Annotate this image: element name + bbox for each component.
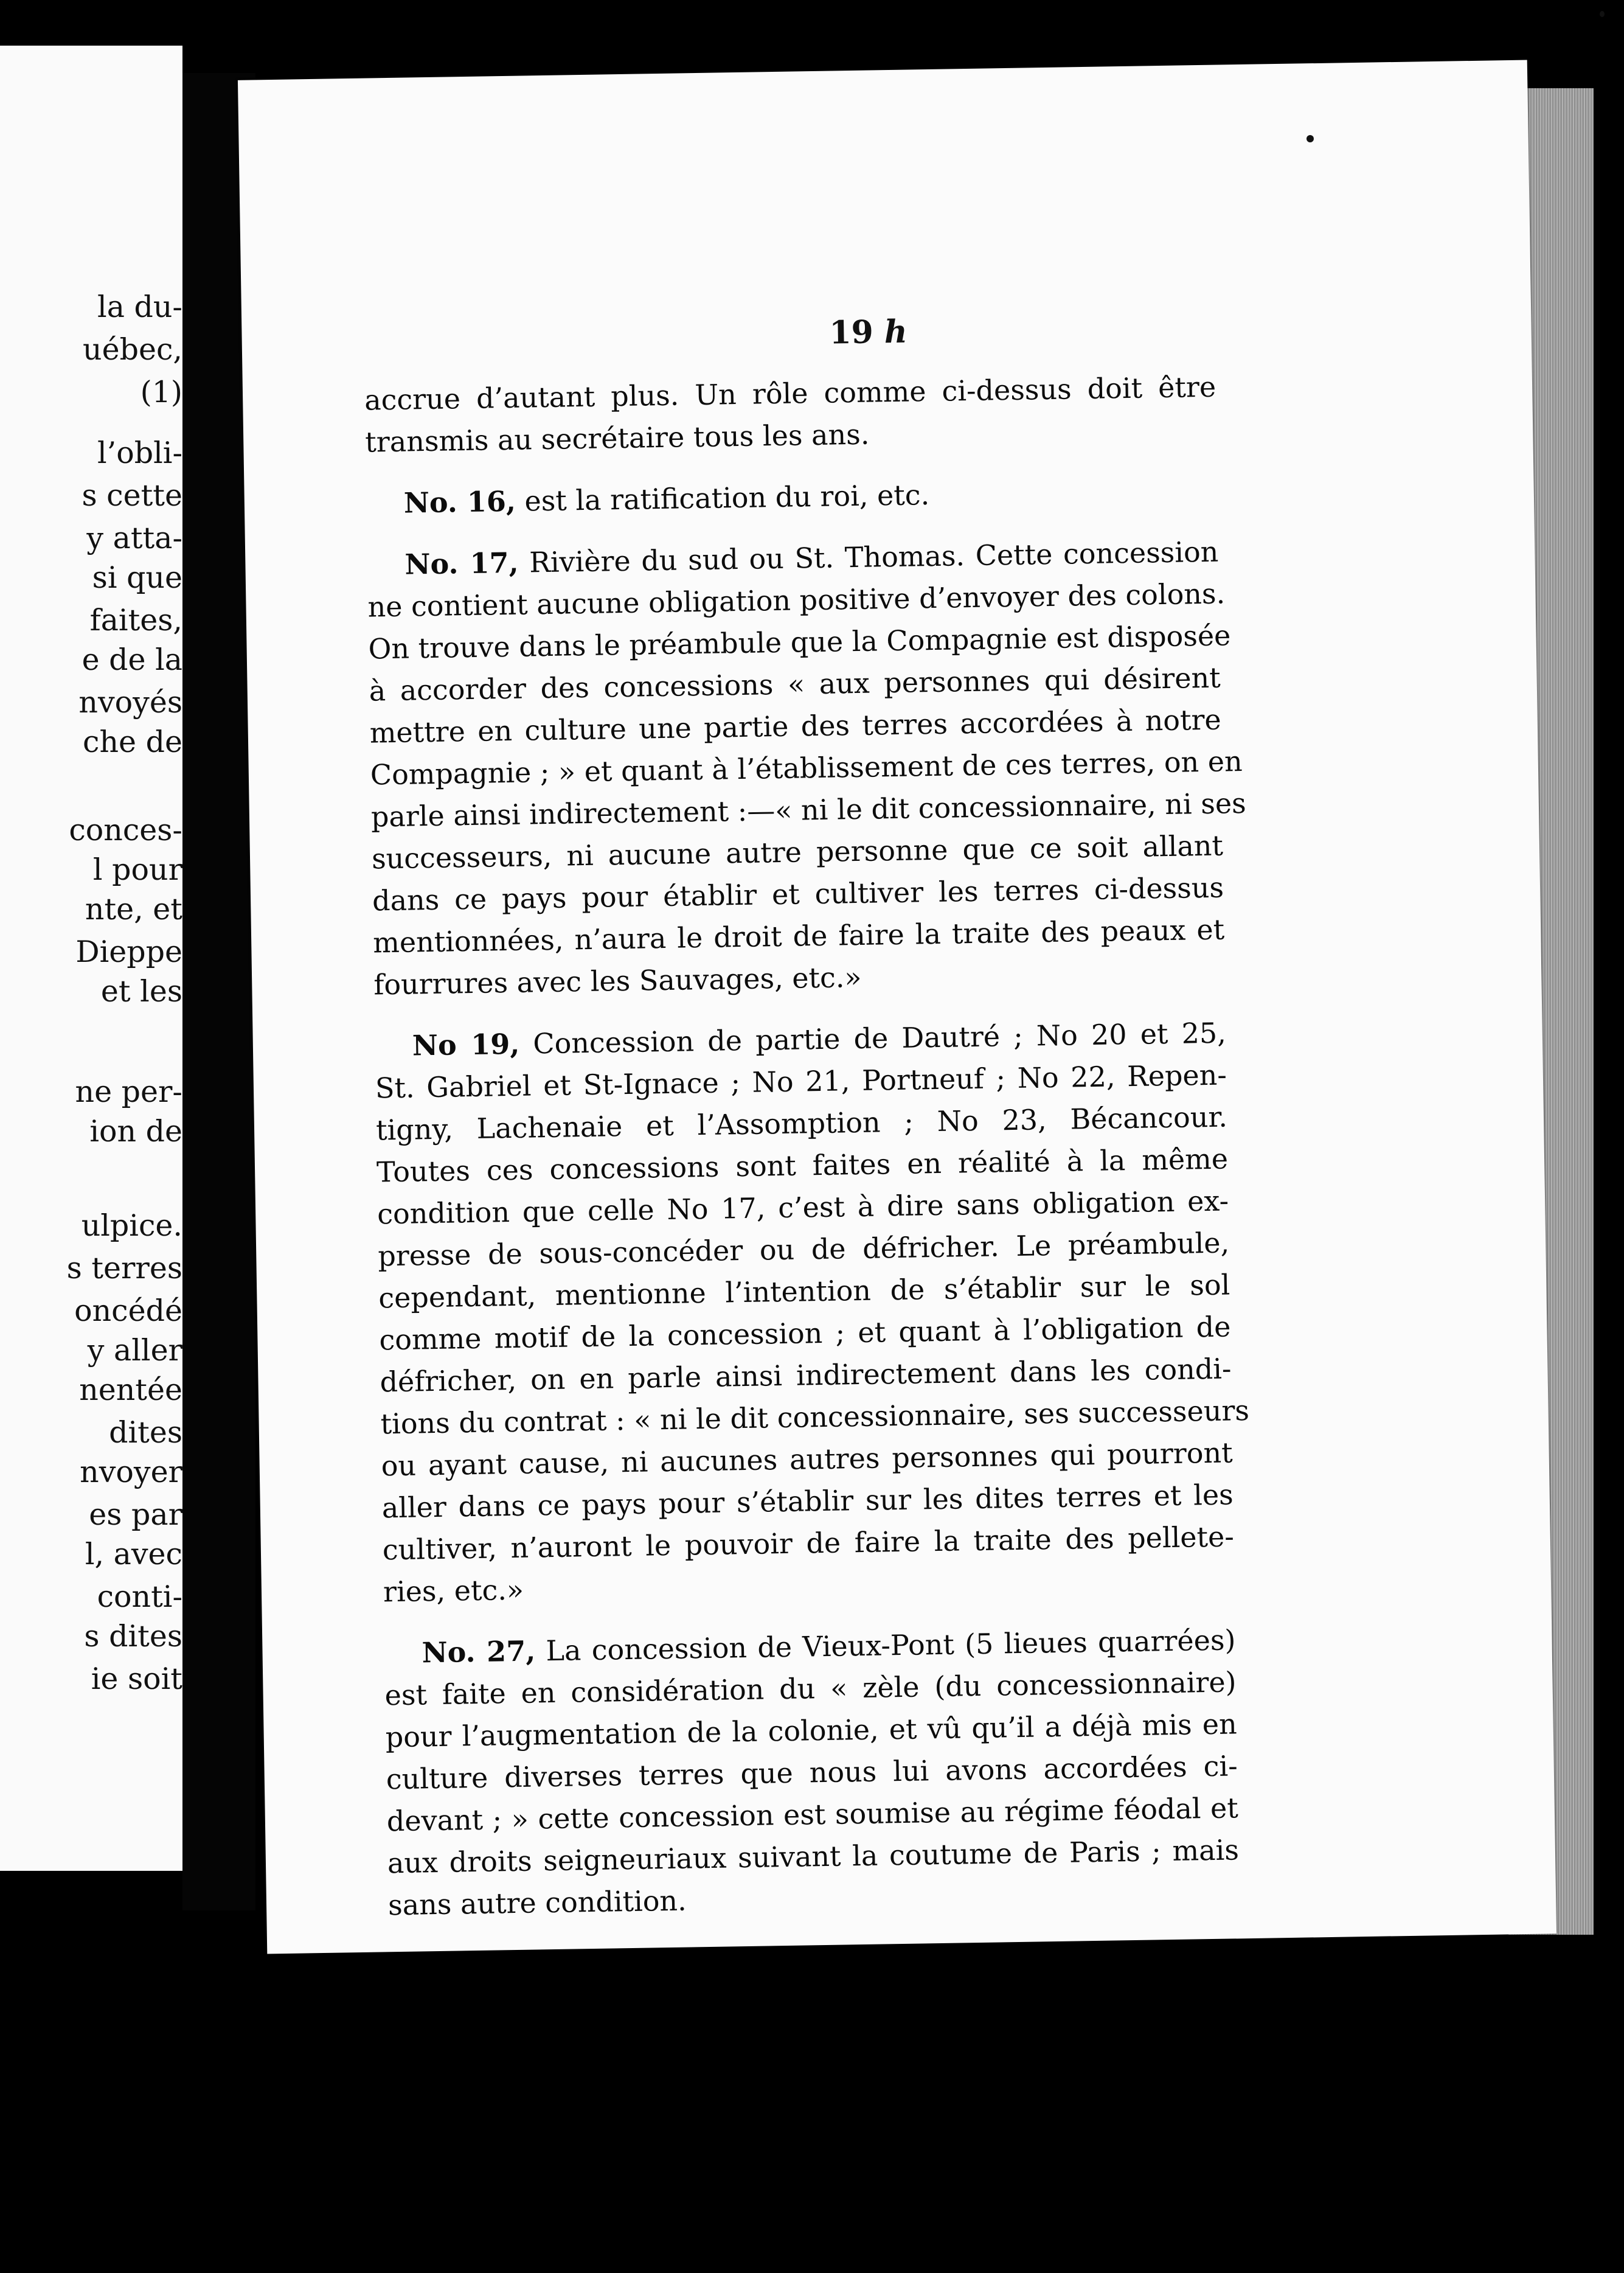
left-page-line: uébec, <box>83 332 182 367</box>
left-facing-page <box>0 46 182 1871</box>
left-page-line: che de <box>83 725 182 759</box>
left-page-line: nvoyés <box>78 685 182 720</box>
left-page-line: si que <box>92 560 182 595</box>
left-page-line: ion de <box>89 1114 182 1149</box>
line-text: parle ainsi indirectement :—« ni le dit concessionnaire, ni ses <box>370 786 1247 834</box>
line-text: cultiver, n’auront le pouvoir de faire la traite des pellete- <box>382 1520 1235 1567</box>
line-text: transmis au secrétaire tous les ans. <box>364 417 870 459</box>
line-text: comme motif de la concession ; et quant à l’obligation de <box>379 1310 1231 1357</box>
ink-spot <box>1306 135 1314 142</box>
left-page-line: y atta- <box>86 521 182 555</box>
paragraph <box>366 470 1218 525</box>
line-text: fourrures avec les Sauvages, etc.» <box>373 960 862 1001</box>
paragraph-lead: No 19, <box>412 1027 520 1062</box>
line-text: successeurs, ni aucune autre personne que ce soit allant <box>371 829 1224 875</box>
line-text: aller dans ce pays pour s’établir sur les dites terres et les <box>381 1478 1234 1525</box>
line-text: tions du contrat : « ni le dit concessionnaire, ses successeurs <box>380 1393 1250 1441</box>
line-text: défricher, on en parle ainsi indirectement dans les condi- <box>380 1352 1232 1399</box>
line-text: Compagnie ; » et quant à l’établissement de ces terres, on en <box>370 745 1243 792</box>
left-page-line: conti- <box>97 1579 182 1614</box>
left-page-line: Dieppe <box>75 935 182 969</box>
line-text: pour l’augmentation de la colonie, et vû qu’il a déjà mis en <box>385 1707 1238 1754</box>
left-page-line: es par <box>89 1497 182 1532</box>
left-page-line: l pour <box>92 852 182 887</box>
left-page-line: s dites <box>84 1619 182 1654</box>
paragraph <box>384 1619 1240 1926</box>
line-text: culture diverses terres que nous lui avons accordées ci- <box>386 1749 1238 1796</box>
right-page <box>238 60 1556 1954</box>
left-page-line: e de la <box>82 642 182 677</box>
line-text: cependant, mentionne l’intention de s’établir sur le sol <box>378 1268 1230 1315</box>
line-text: Concession de partie de Dautré ; No 20 et 25, <box>519 1016 1227 1060</box>
paragraph-lead: No. 27, <box>422 1634 536 1669</box>
line-text: tigny, Lachenaie et l’Assomption ; No 23, Bécancour. <box>375 1100 1228 1147</box>
line-text: Toutes ces concessions sont faites en réalité à la même <box>376 1142 1229 1189</box>
left-page-line: nentée <box>79 1373 182 1407</box>
line-text: à accorder des concessions « aux personnes qui désirent <box>369 661 1221 708</box>
left-page-line: oncédé <box>74 1293 182 1328</box>
ink-spot <box>1600 11 1605 17</box>
left-page-line: ie soit <box>91 1662 182 1696</box>
line-text: est la ratification du roi, etc. <box>515 478 930 518</box>
left-page-line: s cette <box>82 478 182 513</box>
line-text: dans ce pays pour établir et cultiver les terres ci-dessus <box>372 871 1224 917</box>
line-text: presse de sous-concéder ou de défricher. Le préambule, <box>377 1226 1230 1273</box>
line-text: aux droits seigneuriaux suivant la coutume de Paris ; mais <box>387 1833 1240 1880</box>
body-text <box>364 366 1250 1946</box>
left-page-line: y aller <box>87 1333 182 1368</box>
line-text: ries, etc.» <box>383 1573 524 1609</box>
left-page-line: nvoyer <box>80 1455 182 1489</box>
paragraph <box>364 366 1217 464</box>
left-page-line: l, avec <box>85 1537 182 1572</box>
line-text: ne contient aucune obligation positive d’envoyer des colons. <box>367 577 1226 624</box>
page-number-suffix: h <box>884 313 908 351</box>
paragraph-lead: No. 16, <box>403 484 516 520</box>
line-text: On trouve dans le préambule que la Compagnie est disposée <box>368 619 1231 666</box>
page-number <box>746 312 990 352</box>
left-page-line: conces- <box>69 813 182 848</box>
left-page-line: dites <box>109 1415 182 1450</box>
left-page-line: (1) <box>140 375 182 409</box>
line-text: devant ; » cette concession est soumise au régime féodal et <box>386 1791 1239 1838</box>
line-text: sans autre condition. <box>387 1884 687 1922</box>
left-page-line: s terres <box>66 1251 182 1286</box>
line-text: St. Gabriel et St-Ignace ; No 21, Portneuf ; No 22, Repen- <box>375 1058 1227 1105</box>
paragraph <box>374 1012 1250 1613</box>
line-text: Rivière du sud ou St. Thomas. Cette concession <box>518 535 1219 579</box>
line-text: La concession de Vieux-Pont (5 lieues quarrées) <box>535 1623 1236 1668</box>
left-page-line: la du- <box>97 290 182 324</box>
line-text: accrue d’autant plus. Un rôle comme ci-dessus doit être <box>364 370 1216 417</box>
line-text: ou ayant cause, ni aucunes autres personnes qui pourront <box>381 1436 1233 1483</box>
line-text: mentionnées, n’aura le droit de faire la traite des peaux et <box>372 913 1225 959</box>
left-page-line: nte, et <box>85 892 182 927</box>
text-line <box>366 470 1218 525</box>
line-text: condition que celle No 17, c’est à dire sans obligation ex- <box>377 1184 1229 1231</box>
left-page-line: faites, <box>89 603 182 638</box>
page-number-value: 19 <box>828 313 874 352</box>
line-text: est faite en considération du « zèle (du concessionnaire) <box>384 1665 1237 1712</box>
line-text: mettre en culture une partie des terres accordées à notre <box>369 703 1222 750</box>
left-page-line: ne per- <box>75 1074 182 1109</box>
left-page-line: ulpice. <box>81 1208 182 1243</box>
paragraph-lead: No. 17, <box>404 546 519 581</box>
paragraph <box>367 531 1247 1006</box>
left-page-line: et les <box>100 974 182 1009</box>
left-page-line: l’obli- <box>97 436 182 470</box>
